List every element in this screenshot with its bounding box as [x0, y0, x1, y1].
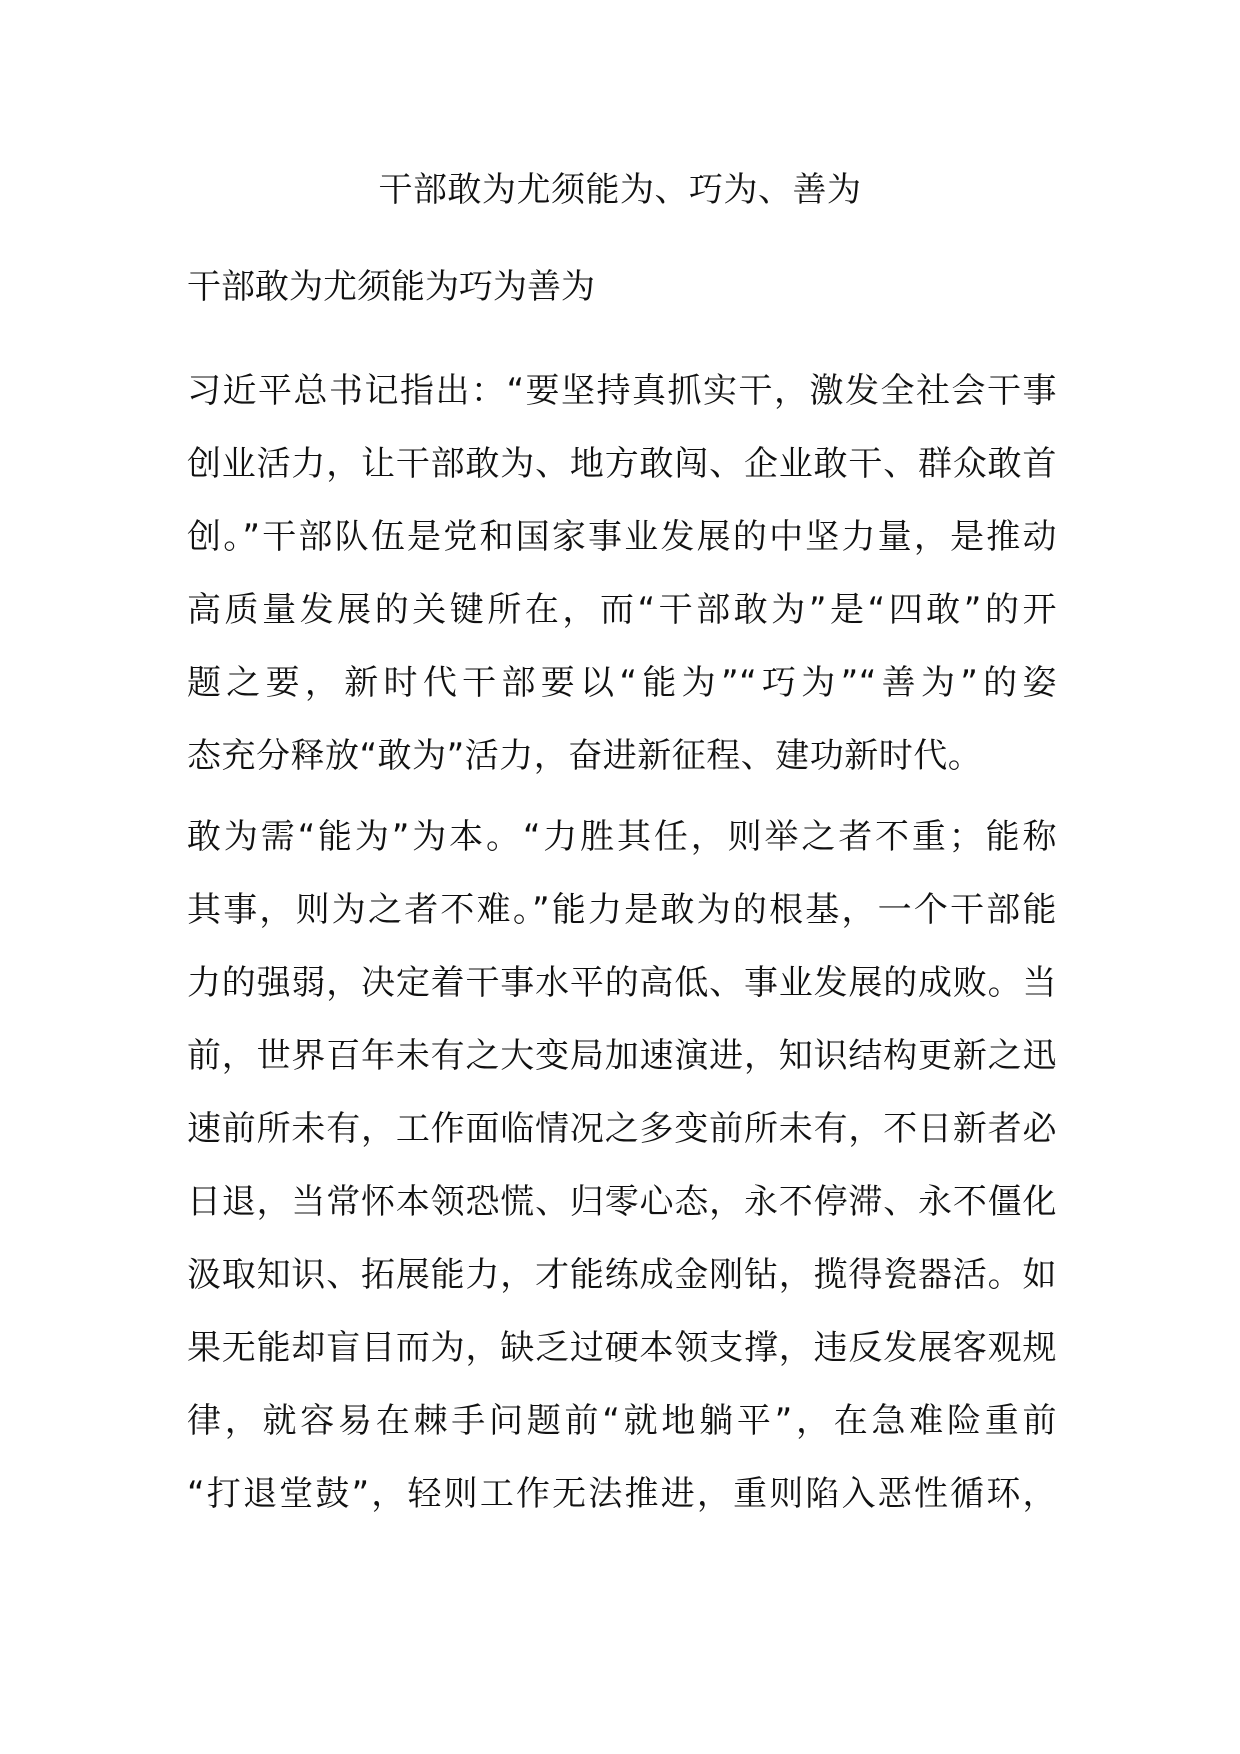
paragraph-1-line-3: 创。”干部队伍是党和国家事业发展的中坚力量，是推动	[187, 517, 1057, 557]
paragraph-2-line-2: 其事，则为之者不难。”能力是敢为的根基，一个干部能	[187, 890, 1057, 930]
document-subtitle: 干部敢为尤须能为巧为善为	[187, 267, 595, 307]
paragraph-2-line-6: 日退，当常怀本领恐慌、归零心态，永不停滞、永不僵化	[187, 1182, 1057, 1222]
paragraph-1-line-4: 高质量发展的关键所在，而“干部敢为”是“四敢”的开	[187, 590, 1057, 630]
paragraph-2-line-1: 敢为需“能为”为本。“力胜其任，则举之者不重；能称	[187, 817, 1057, 857]
paragraph-1-line-1: 习近平总书记指出：“要坚持真抓实干，激发全社会干事	[187, 371, 1057, 411]
paragraph-2-line-9: 律，就容易在棘手问题前“就地躺平”，在急难险重前	[187, 1401, 1057, 1441]
paragraph-gap	[187, 793, 1057, 801]
paragraph-2-line-8: 果无能却盲目而为，缺乏过硬本领支撑，违反发展客观规	[187, 1328, 1057, 1368]
document-body	[187, 355, 1057, 1531]
paragraph-2-line-5: 速前所未有，工作面临情况之多变前所未有，不日新者必	[187, 1109, 1057, 1149]
paragraph-1-line-5: 题之要，新时代干部要以“能为”“巧为”“善为”的姿	[187, 663, 1057, 703]
paragraph-2-line-7: 汲取知识、拓展能力，才能练成金刚钻，揽得瓷器活。如	[187, 1255, 1057, 1295]
paragraph-1-line-6: 态充分释放“敢为”活力，奋进新征程、建功新时代。	[187, 736, 983, 776]
document-title: 干部敢为尤须能为、巧为、善为	[378, 170, 862, 210]
paragraph-2-line-10: “打退堂鼓”，轻则工作无法推进，重则陷入恶性循环，	[187, 1474, 1057, 1514]
paragraph-2-line-3: 力的强弱，决定着干事水平的高低、事业发展的成败。当	[187, 963, 1057, 1003]
paragraph-1-line-2: 创业活力，让干部敢为、地方敢闯、企业敢干、群众敢首	[187, 444, 1057, 484]
paragraph-2-line-4: 前，世界百年未有之大变局加速演进，知识结构更新之迅	[187, 1036, 1057, 1076]
